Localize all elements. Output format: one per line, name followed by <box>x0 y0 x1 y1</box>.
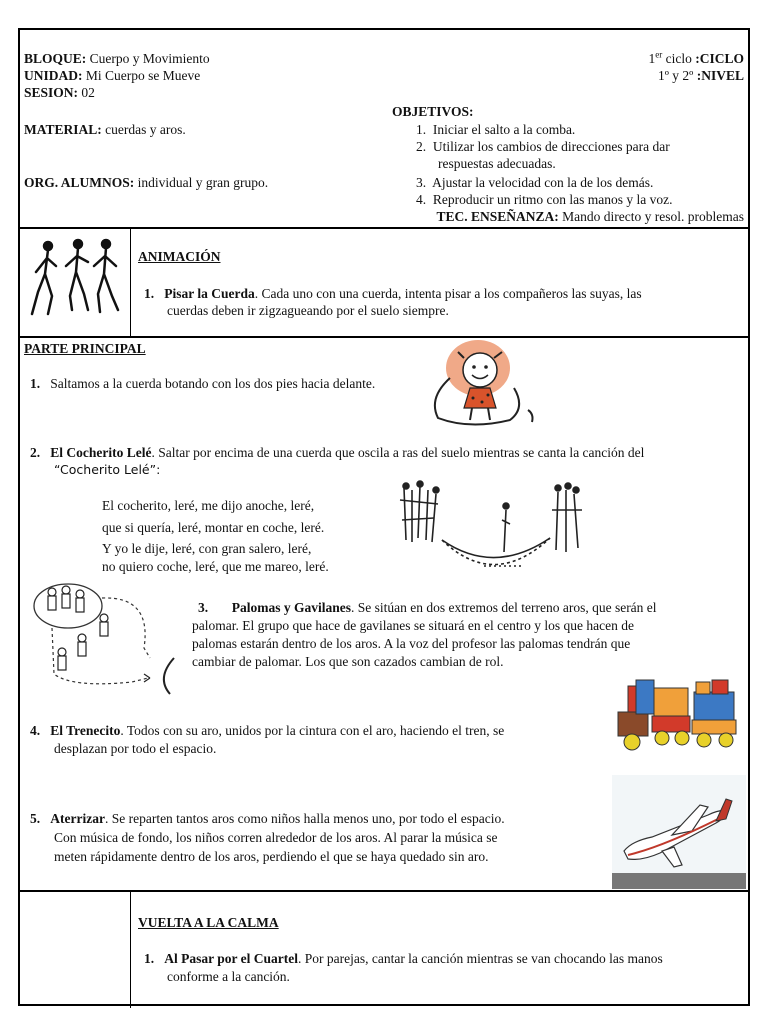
principal-item-2-continued: “Cocherito Lelé”: <box>54 462 161 477</box>
item-number: 3. <box>198 600 209 615</box>
objetivo-2 <box>416 138 670 155</box>
item-text: . Cada uno con una cuerda, intenta pisar a los compañeros las suyas, las <box>254 286 642 301</box>
song-line: no quiero coche, leré, que me mareo, leré. <box>102 559 329 574</box>
tec-value: Mando directo y resol. problemas <box>562 209 744 224</box>
objetivo-text: Iniciar el salto a la comba. <box>432 122 576 137</box>
unidad-label: UNIDAD: <box>24 68 83 83</box>
tec-label: TEC. ENSEÑANZA: <box>436 209 559 224</box>
ciclo-word: ciclo <box>665 51 692 66</box>
item-text: . Por parejas, cantar la canción mientras se van chocando las manos <box>297 951 663 966</box>
ciclo-sup: er <box>655 49 663 60</box>
nivel-value: 1º y 2º <box>657 68 694 83</box>
item-number: 1. <box>144 286 155 301</box>
principal-item-5 <box>30 810 505 827</box>
ciclo-line <box>648 50 744 67</box>
item-text: . Se reparten tantos aros como niños halla menos uno, por todo el espacio. <box>104 811 505 826</box>
sesion-value: 02 <box>81 85 95 100</box>
unidad-line <box>24 67 200 84</box>
calma-item-1-continued: conforme a la canción. <box>167 969 290 984</box>
tecnica-ensenanza-line <box>437 208 744 225</box>
material-value: cuerdas y aros. <box>105 122 186 137</box>
animacion-title: ANIMACIÓN <box>138 249 221 264</box>
principal-item-3 <box>198 599 657 616</box>
airplane-image <box>612 775 746 889</box>
ciclo-label: :CICLO <box>695 51 744 66</box>
principal-item-1 <box>30 375 375 392</box>
item-number: 5. <box>30 811 41 826</box>
column-divider <box>130 228 131 336</box>
principal-item-5-line: meten rápidamente dentro de los aros, perdiendo el que se haya quedado sin aro. <box>54 849 489 864</box>
objetivos-title: OBJETIVOS: <box>392 104 474 119</box>
item-text: Saltamos a la cuerda botando con los dos pies hacia delante. <box>50 376 376 391</box>
item-name: El Trenecito <box>50 723 121 738</box>
song-line: El cocherito, leré, me dijo anoche, leré, <box>102 498 315 513</box>
principal-item-5-line: Con música de fondo, los niños corren alrededor de los aros. Al parar la música se <box>54 830 498 845</box>
girl-jumping-rope-illustration <box>410 338 540 428</box>
objetivo-text: Utilizar los cambios de direcciones para dar <box>432 139 670 154</box>
item-name: Al Pasar por el Cuartel <box>164 951 298 966</box>
org-label: ORG. ALUMNOS: <box>24 175 135 190</box>
animacion-item-1-continued: cuerdas deben ir zigzagueando por el suelo siempre. <box>167 303 449 318</box>
objetivo-number: 4. <box>416 192 427 207</box>
material-label: MATERIAL: <box>24 122 102 137</box>
objetivo-number: 3. <box>416 175 427 190</box>
item-name: Palomas y Gavilanes <box>231 600 352 615</box>
principal-item-4-continued: desplazan por todo el espacio. <box>54 741 217 756</box>
column-divider <box>130 891 131 1008</box>
parte-principal-title: PARTE PRINCIPAL <box>24 341 146 356</box>
org-alumnos-line <box>24 174 268 191</box>
item-text: . Se sitúan en dos extremos del terreno aros, que serán el <box>351 600 657 615</box>
item-name: Pisar la Cuerda <box>164 286 255 301</box>
principal-item-3-line: palomar. El grupo que hace de gavilanes se situará en el centro y los que hacen de <box>192 618 634 633</box>
objetivo-number: 2. <box>416 139 427 154</box>
item-name: El Cocherito Lelé <box>50 445 152 460</box>
song-line: Y yo le dije, leré, con gran salero, leré, <box>102 541 312 556</box>
material-line <box>24 121 186 138</box>
sesion-line <box>24 84 95 101</box>
item-number: 1. <box>30 376 41 391</box>
unidad-value: Mi Cuerpo se Mueve <box>85 68 201 83</box>
principal-item-3-line: cambiar de palomar. Los que son cazados cambian de rol. <box>192 654 504 669</box>
item-number: 1. <box>144 951 155 966</box>
song-line: que si quería, leré, montar en coche, leré. <box>102 520 325 535</box>
palomas-gavilanes-diagram <box>32 578 192 700</box>
item-number: 4. <box>30 723 41 738</box>
animacion-item-1 <box>144 285 642 302</box>
item-text: . Saltar por encima de una cuerda que oscila a ras del suelo mientras se canta la canción del <box>151 445 645 460</box>
bloque-line <box>24 50 210 67</box>
ciclo-number: 1 <box>648 51 656 66</box>
objetivo-4 <box>416 191 672 208</box>
objetivo-3 <box>416 174 653 191</box>
item-number: 2. <box>30 445 41 460</box>
calma-item-1 <box>144 950 663 967</box>
lesson-plan-sheet <box>18 28 750 1006</box>
children-jumping-rope-illustration <box>394 480 584 572</box>
item-name: Aterrizar <box>50 811 105 826</box>
objetivo-text: Ajustar la velocidad con la de los demás. <box>432 175 654 190</box>
vuelta-calma-title: VUELTA A LA CALMA <box>138 915 279 930</box>
objetivo-2-continued: respuestas adecuadas. <box>438 156 556 171</box>
principal-item-4 <box>30 722 504 739</box>
objetivo-1 <box>416 121 575 138</box>
item-text: . Todos con su aro, unidos por la cintura con el aro, haciendo el tren, se <box>120 723 505 738</box>
nivel-label: :NIVEL <box>696 68 744 83</box>
sesion-label: SESION: <box>24 85 79 100</box>
principal-item-2 <box>30 444 644 461</box>
divider <box>20 336 748 338</box>
bloque-value: Cuerpo y Movimiento <box>89 51 210 66</box>
objetivo-number: 1. <box>416 122 427 137</box>
objetivo-text: Reproducir un ritmo con las manos y la voz. <box>432 192 673 207</box>
toy-train-illustration <box>612 666 748 762</box>
org-value: individual y gran grupo. <box>137 175 269 190</box>
stick-figures-illustration <box>26 236 124 318</box>
airplane-illustration <box>612 775 746 889</box>
principal-item-3-line: palomas estarán dentro de los aros. A la voz del profesor las palomas tendrán que <box>192 636 631 651</box>
bloque-label: BLOQUE: <box>24 51 87 66</box>
nivel-line <box>658 67 744 84</box>
